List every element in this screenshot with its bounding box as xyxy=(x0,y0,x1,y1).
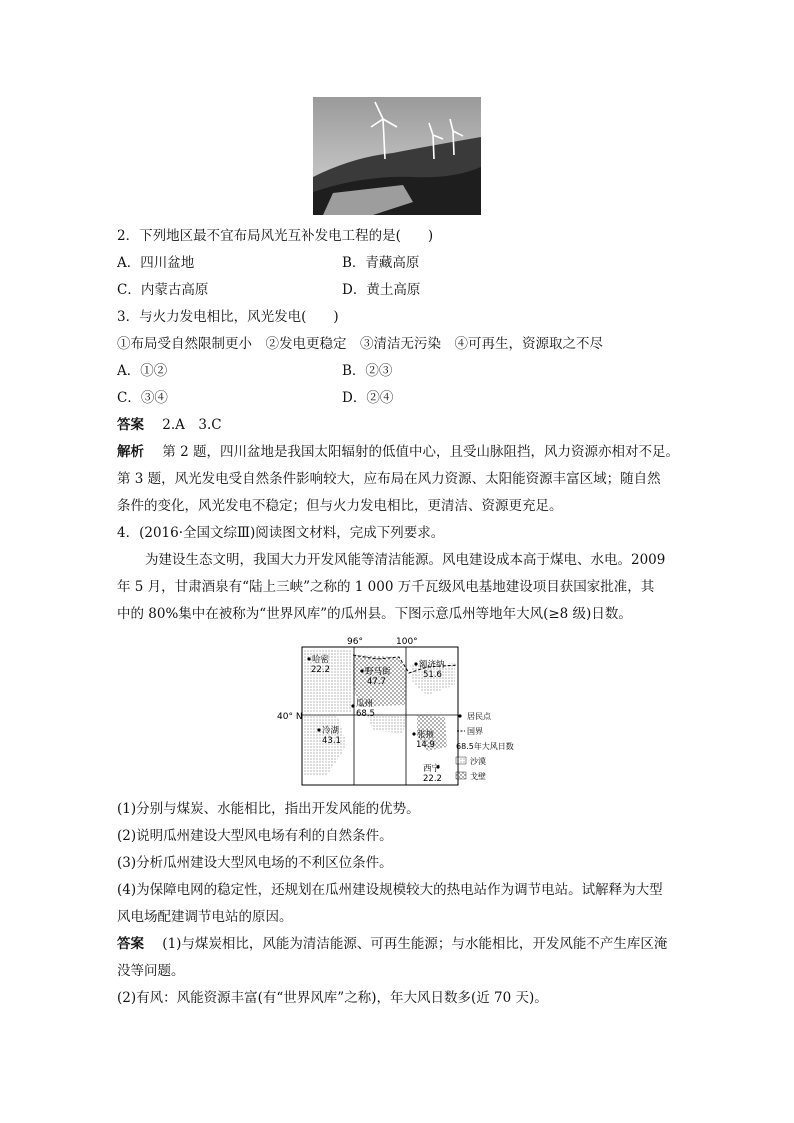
answer-4-line-2: 没等问题。 xyxy=(117,963,185,979)
place-ejina: 额济纳 xyxy=(419,660,445,670)
value-hami: 22.2 xyxy=(311,665,330,675)
value-ejina: 51.6 xyxy=(423,670,442,680)
analysis-label: 解析 xyxy=(117,444,144,460)
value-guazhou: 68.5 xyxy=(356,709,375,719)
question-3-items: ①布局受自然限制更小 ②发电更稳定 ③清洁无污染 ④可再生，资源取之不尽 xyxy=(117,336,603,352)
place-guazhou: 瓜州 xyxy=(356,699,374,709)
legend-settlement: 居民点 xyxy=(467,712,491,721)
question-4-para-3: 中的 80%集中在被称为“世界风库”的瓜州县。下图示意瓜州等地年大风(≥8 级)日数。 xyxy=(117,606,632,622)
question-3-option-d: D．②④ xyxy=(342,390,394,406)
place-hami: 哈密 xyxy=(312,655,330,665)
analysis-line-1 xyxy=(117,443,679,461)
place-zhangye: 张掖 xyxy=(417,730,435,740)
answer-label: 答案 xyxy=(117,417,144,433)
question-4-sub-4a: (4)为保障电网的稳定性，还规划在瓜州建设规模较大的热电站作为调节电站。试解释为大型 xyxy=(117,882,663,898)
answer-4-text-1: (1)与煤炭相比，风能为清洁能源、可再生能源；与水能相比，开发风能不产生库区淹 xyxy=(162,936,668,952)
analysis-line-2: 第 3 题，风光发电受自然条件影响较大，应布局在风力资源、太阳能资源丰富区域；随自然 xyxy=(117,471,661,487)
analysis-text-1: 第 2 题，四川盆地是我国太阳辐射的低值中心，且受山脉阻挡，风力资源亦相对不足。 xyxy=(162,444,679,460)
legend-border: 国界 xyxy=(467,727,483,736)
place-yemajie: 野马街 xyxy=(365,667,391,677)
analysis-line-3: 条件的变化，风光发电不稳定；但与火力发电相比，更清洁、资源更充足。 xyxy=(117,498,563,514)
question-4-stem: 4．(2016·全国文综Ⅲ)阅读图文材料，完成下列要求。 xyxy=(117,525,445,541)
question-2-option-b: B．青藏高原 xyxy=(342,255,420,271)
gansu-wind-map xyxy=(277,635,547,787)
question-3-option-b: B．②③ xyxy=(342,363,393,379)
legend-days: 68.5年大风日数 xyxy=(456,742,514,751)
question-2-option-d: D．黄土高原 xyxy=(342,282,421,298)
answer-line xyxy=(117,416,222,434)
value-zhangye: 14.9 xyxy=(416,740,435,750)
question-2-stem: 2．下列地区最不宜布局风光互补发电工程的是( ) xyxy=(117,228,434,244)
question-4-sub-1: (1)分别与煤炭、水能相比，指出开发风能的优势。 xyxy=(117,801,420,817)
lat-40-label: 40° N xyxy=(277,712,303,722)
value-yemajie: 47.7 xyxy=(367,677,386,687)
question-4-sub-3: (3)分析瓜州建设大型风电场的不利区位条件。 xyxy=(117,855,393,871)
question-2-option-c: C．内蒙古高原 xyxy=(117,282,209,298)
question-3-option-c: C．③④ xyxy=(117,390,168,406)
answer-4-label: 答案 xyxy=(117,936,144,952)
answer-text: 2.A 3.C xyxy=(162,417,222,433)
question-4-sub-4b: 风电场配建调节电站的原因。 xyxy=(117,909,293,925)
question-4-para-2: 年 5 月，甘肃酒泉有“陆上三峡”之称的 1 000 万千瓦级风电基地建设项目获国家批准，其 xyxy=(117,579,655,595)
value-xining: 22.2 xyxy=(423,774,442,784)
question-2-option-a: A．四川盆地 xyxy=(117,255,195,271)
question-3-option-a: A．①② xyxy=(117,363,168,379)
place-lenghu: 冷湖 xyxy=(322,726,340,736)
answer-4-line-3: (2)有风：风能资源丰富(有“世界风库”之称)，年大风日数多(近 70 天)。 xyxy=(117,990,548,1006)
wind-turbine-photo xyxy=(313,97,481,215)
value-lenghu: 43.1 xyxy=(322,736,341,746)
question-4-sub-2: (2)说明瓜州建设大型风电场有利的自然条件。 xyxy=(117,828,393,844)
place-xining: 西宁 xyxy=(423,764,441,774)
lon-96-label: 96° xyxy=(347,637,363,647)
answer-4-line-1 xyxy=(117,935,667,953)
question-4-para-1: 为建设生态文明，我国大力开发风能等清洁能源。风电建设成本高于煤电、水电。2009 xyxy=(145,552,666,568)
legend-desert: 沙漠 xyxy=(470,757,486,766)
question-3-stem: 3．与火力发电相比，风光发电( ) xyxy=(117,309,339,325)
legend-gobi: 戈壁 xyxy=(470,772,486,781)
lon-100-label: 100° xyxy=(396,637,418,647)
